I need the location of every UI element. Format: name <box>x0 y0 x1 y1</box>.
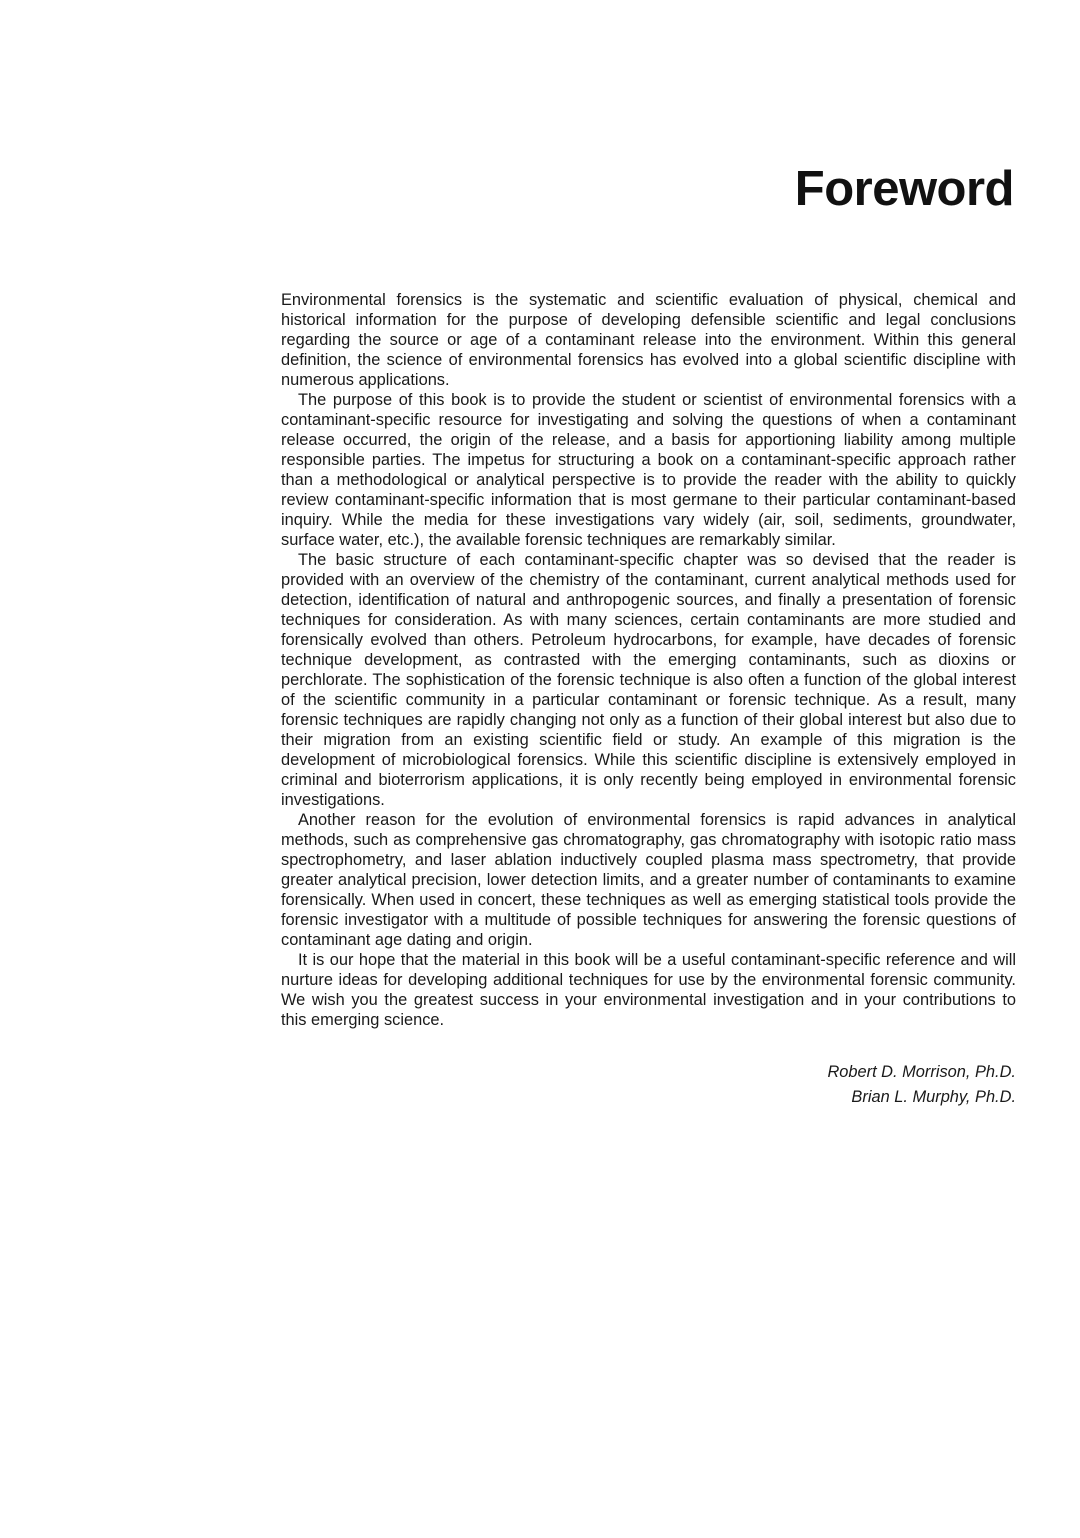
paragraph: The basic structure of each contaminant-specific chapter was so devised that the reader is provided with an overview of the chemistry of the contaminant, current analytical methods used for detection, identification of natural and anthropogenic sources, and finally a presentation of forensic techniques for consideration. As with many sciences, certain contaminants are more studied and forensically evolved than others. Petroleum hydrocarbons, for example, have decades of forensic technique development, as contrasted with the emerging contaminants, such as dioxins or perchlorate. The sophistication of the forensic technique is also often a function of the global interest of the scientific community in a particular contaminant or forensic technique. As a result, many forensic techniques are rapidly changing not only as a function of their global interest but also due to their migration from an existing scientific field or study. An example of this migration is the development of microbiological forensics. While this scientific discipline is extensively employed in criminal and bioterrorism applications, it is only recently being employed in environmental forensic investigations. <box>281 551 1016 809</box>
paragraph: It is our hope that the material in this book will be a useful contaminant-specific reference and will nurture ideas for developing additional techniques for use by the environmental forensic community. We wish you the greatest success in your environmental investigation and in your contributions to this emerging science. <box>281 951 1016 1029</box>
foreword-body <box>281 290 1016 1030</box>
author-signatures <box>827 1060 1016 1110</box>
paragraph: Another reason for the evolution of environmental forensics is rapid advances in analytical methods, such as comprehensive gas chromatography, gas chromatography with isotopic ratio mass spectrophometry, and laser ablation inductively coupled plasma mass spectrometry, that provide greater analytical precision, lower detection limits, and a greater number of contaminants to examine forensically. When used in concert, these techniques as well as emerging statistical tools provide the forensic investigator with a multitude of possible techniques for answering the forensic questions of contaminant age dating and origin. <box>281 811 1016 949</box>
author-name: Brian L. Murphy, Ph.D. <box>851 1088 1016 1106</box>
paragraph: Environmental forensics is the systematic and scientific evaluation of physical, chemical and historical information for the purpose of developing defensible scientific and legal conclusions regarding the source or age of a contaminant release into the environment. Within this general definition, the science of environmental forensics has evolved into a global scientific discipline with numerous applications. <box>281 291 1016 389</box>
page-title: Foreword <box>794 162 1014 216</box>
paragraph: The purpose of this book is to provide the student or scientist of environmental forensics with a contaminant-specific resource for investigating and solving the questions of when a contaminant release occurred, the origin of the release, and a basis for apportioning liability among multiple responsible parties. The impetus for structuring a book on a contaminant-specific approach rather than a methodological or analytical perspective is to provide the reader with the ability to quickly review contaminant-specific information that is most germane to their particular contaminant-based inquiry. While the media for these investigations vary widely (air, soil, sediments, groundwater, surface water, etc.), the available forensic techniques are remarkably similar. <box>281 391 1016 549</box>
author-name: Robert D. Morrison, Ph.D. <box>827 1063 1016 1081</box>
